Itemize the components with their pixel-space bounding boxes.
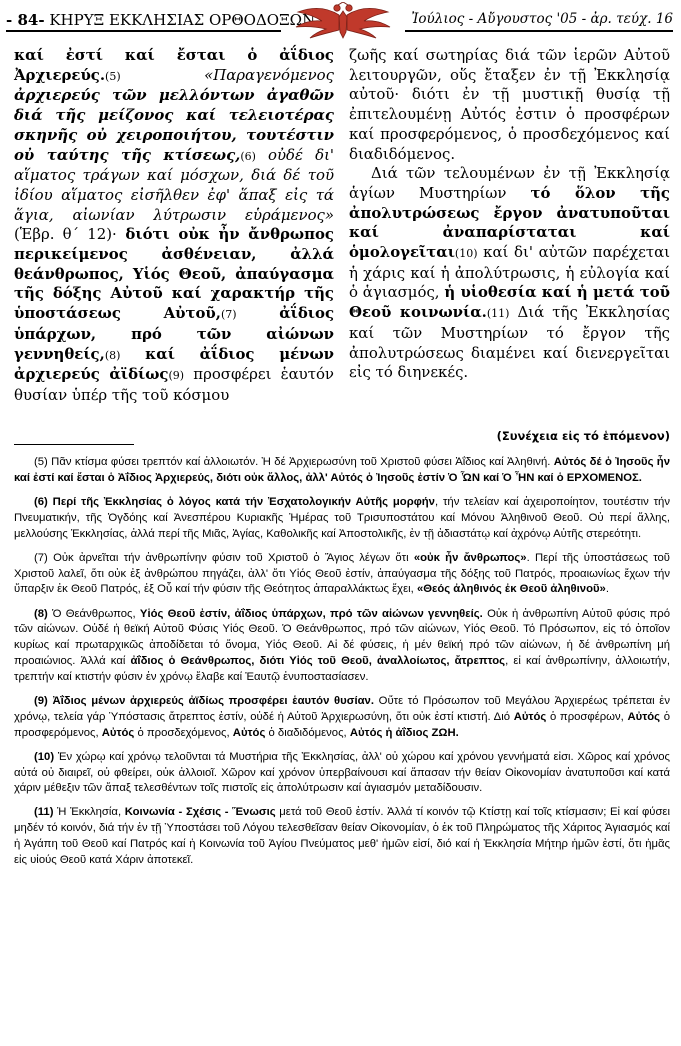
text-run: Αὐτός δέ ὁ Ἰησοῦς ἦν καί ἐστί καί ἔσται ὁ Ἀΐδιος Ἀρχιερεύς, διότι οὐκ ἄλλος, ἀλλ' Αὐτός ὁ Ἰησοῦς ἐστίν Ὁ ὯΝ καί Ὁ ἮΝ καί ὁ ΕΡΧΟΜΕΝΟΣ. [14,456,670,484]
footnote-ref: (6) [240,149,256,163]
text-run: . Περί τῆς ὑποστάσεως τοῦ Χριστοῦ λαλεῖ, ὅτι οὐκ ἐξ ἀνθρώπου πηγάζει, ἀλλ' ὅτι Υἱός Θεοῦ ἐστίν, ἀπαύγασμα τῆς δόξης τοῦ Πατρός, προαιωνίως ἔχων τήν ὕπαρξιν ἐκ Θεοῦ Πατρός, ἐξ Οὗ καί τήν φύσιν τῆς Θεότητος ἀπαραλλάκτως ἔχει, [14,551,670,596]
text-run: Κοινωνία - Σχέσις - Ἕνωσις [124,806,276,819]
header-left [6,11,315,29]
footnote-6 [14,495,670,542]
right-paragraph-1: ζωῆς καί σωτηρίας διά τῶν ἱερῶν Αὐτοῦ λειτουργῶν, οὕς ἔταξεν ἐν τῇ Ἐκκλησίᾳ αὐτοῦ· διότι ἐν τῇ μυστικῇ θυσίᾳ τῇ ἐπιτελουμένῃ Αὐτός ἐστιν ὁ προσφέρων καί προσφερόμενος, ὁ προσδεχόμενος καί διαδιδόμενος. [349,46,670,163]
text-run: , τήν τελείαν καί ἀχειροποίητον, τουτέστιν τήν Πνευματικήν, τῆς Ὀγδόης καί Ἀνεσπέρου Κυριακῆς Ἡμέρας τοῦ Τρισυποστάτου καί Μόνου Ἀληθινοῦ Θεοῦ. Οὐ περί ἄλλης, μελλούσης Ἐκκλησίας, ἀλλά περί τῆς Μιᾶς, Ἁγίας, Καθολικῆς καί Ἀποστολικῆς, ἐν τῇ ἀδιαστάτῳ καί ἀχρόνῳ Αὐτῆς στερεότητι. [14,495,670,540]
text-run: Οὔτε τό Πρόσωπον τοῦ Μεγάλου Ἀρχιερέως τρέπεται ἐν χρόνῳ, τελεία γάρ Ὑπόστασις ἄτρεπτος ἐστίν, οὐδέ ἡ Αὐτοῦ Ἀρχιερωσύνη, ὅτι οὐκ ἐστί κτιστή. Διό [14,694,670,723]
footnote-number: (10) [34,750,55,763]
text-run: Ἐν χώρῳ καί χρόνῳ τελοῦνται τά Μυστήρια τῆς Ἐκκλησίας, ἀλλ' οὐ χώρου καί χρόνου γεννήματά εἰσι. Χῶρος καί χρόνος αὐτά οὐ διαιρεῖ, οὐ φθείρει, οὐκ ἀλλοιοῖ. Χῶρον καί χρόνον ὑπερβαίνουσι καί ἅπασαν τήν θείαν Οἰκονομίαν ἀνατυποῦσι καί κατά χάριν μέθεξιν τῶν ἅπαξ τελεσθέντων τοῖς πιστοῖς εἰς ἀπολύτρωσιν καί ἁγιασμόν μεταδίδουσιν. [14,750,670,795]
text-run: Ὁ Θεάνθρωπος, [47,607,140,620]
text-run: Περί τῆς Ἐκκλησίας ὁ λόγος κατά τήν Ἐσχατολογικήν Αὐτῆς μορφήν [47,495,435,508]
text-run: Αὐτός [232,726,266,739]
text-run: τό ὅλον τῆς ἀπολυτρώσεως ἔργον ἀνατυποῦται καί ἀναπαρίσταται καί ὁμολογεῖται [349,183,670,262]
text-run: «οὐκ ἦν ἄνθρωπος» [413,551,527,564]
header-rule-right [405,30,673,32]
text-run: μετά τοῦ Θεοῦ ἐστίν. Ἀλλά τί κοινόν τῷ Κτίστῃ καί τοῖς κτίσμασιν; Εἰ καί φύσει μηδέν τό κοινόν, διά τήν ἐν τῇ Ὑποστάσει τοῦ Λόγου τελεσθεῖσαν θείαν Οἰκονομίαν, ὁ ἐκ τοῦ Πληρώματος τῆς Χάριτος Ἁγιασμός καί ἡ Ἀγάπη τοῦ Θεοῦ καί Πατρός καί ἡ Κοινωνία τοῦ Ἁγίου Πνεύματος μεθ' ἡμῶν εἰσί, διό καί ἡ Ἐκκλησία Μήτηρ ἡμῶν ἐστί, ὅτι ἡμᾶς εἰς υἱούς Θεοῦ κατά Χάριν ἀποτεκεῖ. [14,806,670,866]
text-run: καί δι' αὐτῶν παρέχεται ἡ χάρις καί ἡ ἀπολύτρωσις, ἡ εὐλογία καί ὁ ἁγιασμός, [349,243,670,302]
right-paragraph-2 [349,164,670,383]
footnote-number: (7) [34,551,48,564]
text-run: ὁ προσφέρων, [546,710,628,723]
text-run: ὁ διαδιδόμενος, [265,726,350,739]
footnote-number: (11) [34,806,54,819]
text-run: καί ἐστί καί ἔσται ὁ ἀΐδιος Ἀρχιερεύς. [14,46,334,84]
footnote-9 [14,694,670,741]
text-run: Αὐτός [627,710,661,723]
left-paragraph [14,46,334,406]
footnote-ref: (7) [220,308,237,322]
double-headed-eagle-icon [284,2,402,40]
header-rule-left [6,30,281,32]
left-column [14,46,334,406]
footnote-ref: (8) [104,348,121,362]
text-run: Διά τῆς Ἐκκλησίας καί τῶν Μυστηρίων τό ἔργον τῆς ἀπολυτρώσεως διαμένει καί διενεργεῖται εἰς τό διηνεκές. [349,303,670,382]
text-run: προσφέρει ἑαυτόν θυσίαν ὑπέρ τῆς τοῦ κόσμου [14,365,334,404]
text-run: Αὐτός ἡ ἀΐδιος ΖΩΗ. [349,726,459,739]
text-run: οὐδέ δι' αἵματος τράγων καί μόσχων, διά δέ τοῦ ἰδίου αἵματος εἰσῆλθεν ἐφ' ἅπαξ εἰς τά ἅγια, αἰωνίαν λύτρωσιν εὑράμενος» [14,145,334,224]
footnote-number: (8) [34,607,48,620]
footnote-11 [14,805,670,868]
footnotes [14,455,670,877]
journal-title: ΚΗΡΥΞ ΕΚΚΛΗΣΙΑΣ ΟΡΘΟΔΟΞΩΝ [49,11,316,29]
text-run: ἀΐδιος ὑπάρχων, πρό τῶν αἰώνων γεννηθείς, [14,304,335,363]
continued-note: (Συνέχεια εἰς τό ἑπόμενον) [496,429,670,443]
text-run: Οὐκ ἀρνεῖται τήν ἀνθρωπίνην φύσιν τοῦ Χριστοῦ ὁ Ἅγιος λέγων ὅτι [47,551,414,564]
footnote-number: (9) [34,694,48,707]
text-run: διότι οὐκ ἦν ἄνθρωπος περικείμενος ἀσθένειαν, ἀλλά θεάνθρωπος, Υἱός Θεοῦ, ἀπαύγασμα τῆς δόξης Αὐτοῦ καί χαρακτήρ τῆς ὑποστάσεως Αὐτοῦ, [14,225,334,323]
text-run: Αὐτός [101,726,135,739]
scripture-ref: (Ἑβρ. θ΄ 12)· [14,225,117,244]
footnote-5 [14,455,670,487]
text-run: Πᾶν κτίσμα φύσει τρεπτόν καί ἀλλοιωτόν. Ἡ δέ Ἀρχιερωσύνη τοῦ Χριστοῦ φύσει Ἀΐδιος καί Ἀληθινή. [47,456,554,468]
footnote-ref: (5) [105,69,121,83]
text-run: ὁ προσδεχόμενος, [134,726,233,739]
text-run: , εἰ καί ἀνθρωπίνην, ἀλλοιωτήν, τρεπτήν καί κτιστήν φύσιν ἐν χρόνῳ ἔλαβε καί Ἑαυτῷ ἐνυποστασίασεν. [14,654,670,683]
page-number: - 84- [6,11,45,29]
footnote-number: (6) [34,495,48,508]
right-column [349,46,670,383]
footnote-8 [14,607,670,686]
footnote-ref: (10) [454,247,478,261]
text-run: καί ἀΐδιος μένων ἀρχιερεύς ἀϊδίως [14,344,334,384]
text-run: «Παραγενόμενος [120,65,334,84]
text-run: Ἀΐδιος μένων ἀρχιερεύς ἀϊδίως προσφέρει ἑαυτόν θυσίαν. [47,694,374,707]
text-run: «Θεός ἀληθινός ἐκ Θεοῦ ἀληθινοῦ» [416,583,606,596]
footnote-divider [14,444,134,445]
text-run: ἡ υἱοθεσία καί ἡ μετά τοῦ Θεοῦ κοινωνία. [349,283,670,322]
text-run: Αὐτός [513,710,547,723]
text-run: Οὐκ ἡ ἀνθρωπίνη Αὐτοῦ φύσις πρό τῶν αἰώνων. Οὐδέ ἡ θεϊκή Αὐτοῦ Φύσις Υἱός Θεοῦ. Ὁ Θεάνθρωπος, πρό τῶν αἰώνων, Υἱός Θεοῦ. Τό Πρόσωπον, εἰς τό ὁποῖον κυρίως καί πρωταρχικῶς ἀποδίδεται τό ὄνομα, Υἱός Θεοῦ. Αἱ δέ φύσεις, ἡ μέν θεϊκή πρό τῶν αἰώνων, ἡ δέ ἀνθρωπίνη μή προαιώνιος. Ἀλλά καί [14,607,670,667]
text-run: . [605,583,609,596]
issue-info: Ἰούλιος - Αὔγουστος '05 - ἀρ. τεύχ. 16 [411,11,673,27]
text-run: Ἡ Ἐκκλησία, [53,806,125,819]
text-run: Υἱός Θεοῦ ἐστίν, ἀΐδιος ὑπάρχων, πρό τῶν αἰώνων γεννηθείς. [139,607,483,620]
footnote-ref: (11) [486,307,510,321]
text-run: ὁ προσφερόμενος, [14,710,670,739]
footnote-ref: (9) [168,369,185,383]
text-run: Διά τῶν τελουμένων ἐν τῇ Ἐκκλησίᾳ ἁγίων Μυστηρίων [349,164,670,202]
footnote-number: (5) [34,456,48,468]
footnote-10 [14,750,670,797]
text-run: ἀΐδιος ὁ Θεάνθρωπος, διότι Υἱός τοῦ Θεοῦ, ἀναλλοίωτος, ἄτρεπτος [130,654,506,667]
text-run: ἀρχιερεύς τῶν μελλόντων ἀγαθῶν διά τῆς μείζονος καί τελειοτέρας σκηνῆς οὐ χειροποιήτου, τουτέστιν οὐ ταύτης τῆς κτίσεως, [14,86,334,164]
footnote-7 [14,551,670,598]
page-header [0,0,681,38]
